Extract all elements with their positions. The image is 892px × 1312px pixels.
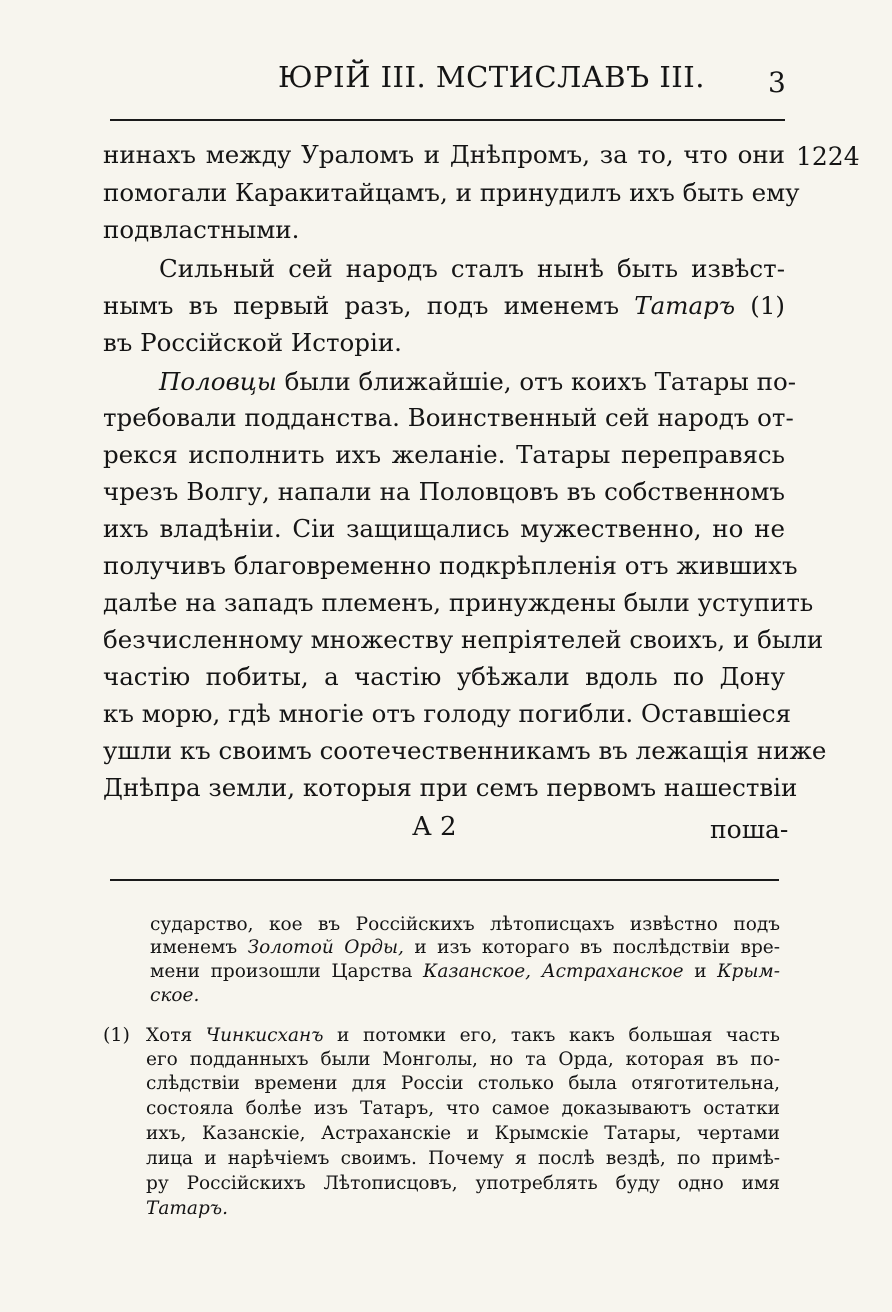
text-line bbox=[103, 291, 785, 321]
text-span: мени произошли Царства bbox=[150, 961, 413, 982]
italic-word: Татаръ bbox=[634, 291, 736, 320]
footnote-line bbox=[150, 936, 780, 959]
text-span: и bbox=[694, 961, 707, 982]
footnote-ref: (1) bbox=[750, 291, 785, 320]
italic-word: Казанское, bbox=[423, 961, 532, 982]
text-line: Сильный сей народъ сталъ нынѣ быть извѣст- bbox=[159, 254, 785, 283]
text-line: ушли къ своимъ соотечественникамъ въ лежащія ниже bbox=[103, 736, 827, 765]
running-title: ЮРІЙ III. МСТИСЛАВЪ III. bbox=[278, 60, 705, 94]
italic-word: Астраханское bbox=[541, 961, 684, 982]
footnote-line: ское. bbox=[150, 985, 200, 1006]
footnote-line bbox=[146, 1024, 780, 1047]
page-number: 3 bbox=[768, 66, 786, 99]
footnote-line: слѣдствіи времени для Россіи столько была отяготительна, bbox=[146, 1073, 780, 1094]
text-line: рекся исполнить ихъ желаніе. Татары переправясь bbox=[103, 440, 785, 469]
footnote-line bbox=[150, 960, 780, 983]
text-span: и изъ котораго въ послѣдствіи вре- bbox=[414, 937, 780, 958]
text-line: ихъ владѣніи. Сіи защищались мужественно, но не bbox=[103, 514, 785, 543]
italic-word: Крым- bbox=[717, 961, 780, 982]
footnote-line: сударство, кое въ Россійскихъ лѣтописцахъ извѣстно подъ bbox=[150, 914, 780, 935]
text-span: и потомки его, такъ какъ большая часть bbox=[337, 1025, 780, 1046]
footnote-mark: (1) bbox=[103, 1024, 130, 1046]
footnote-line: ру Россійскихъ Лѣтописцовъ, употреблять буду одно имя bbox=[146, 1173, 780, 1194]
text-line: чрезъ Волгу, напали на Половцовъ въ собственномъ bbox=[103, 477, 785, 506]
footnote-rule bbox=[110, 879, 779, 881]
footnote-line: состояла болѣе изъ Татаръ, что самое доказываютъ остатки bbox=[146, 1098, 780, 1119]
text-span: были ближайшіе, отъ коихъ Татары по- bbox=[284, 367, 797, 396]
text-span: нымъ въ первый разъ, подъ именемъ bbox=[103, 291, 620, 320]
italic-word: Чинкисханъ bbox=[205, 1025, 324, 1046]
catchword: поша- bbox=[710, 815, 789, 844]
italic-word: Половцы bbox=[159, 367, 277, 396]
text-line: требовали подданства. Воинственный сей народъ от- bbox=[103, 403, 794, 432]
text-line: далѣе на западъ племенъ, принуждены были уступить bbox=[103, 588, 814, 617]
text-line: нинахъ между Ураломъ и Днѣпромъ, за то, что они bbox=[103, 140, 785, 169]
footnote-line: лица и нарѣчіемъ своимъ. Почему я послѣ вездѣ, по примѣ- bbox=[146, 1148, 780, 1169]
text-span: Хотя bbox=[146, 1025, 193, 1046]
signature-mark: А 2 bbox=[412, 812, 457, 842]
text-line: безчисленному множеству непріятелей своихъ, и были bbox=[103, 625, 824, 654]
text-line: частію побиты, а частію убѣжали вдоль по Дону bbox=[103, 662, 785, 691]
footnote-line: ихъ, Казанскіе, Астраханскіе и Крымскіе Татары, чертами bbox=[146, 1123, 780, 1144]
header-rule bbox=[110, 119, 785, 121]
text-line: въ Россійской Исторіи. bbox=[103, 328, 402, 357]
footnote-line: Татаръ. bbox=[146, 1198, 228, 1219]
footnote-line: его подданныхъ были Монголы, но та Орда, которая въ по- bbox=[146, 1049, 780, 1070]
text-line: Днѣпра земли, которыя при семъ первомъ нашествіи bbox=[103, 773, 798, 802]
text-line: къ морю, гдѣ многіе отъ голоду погибли. Оставшіеся bbox=[103, 699, 792, 728]
italic-word: Золотой Орды, bbox=[247, 937, 404, 958]
text-line: подвластными. bbox=[103, 215, 300, 244]
text-line bbox=[103, 367, 797, 397]
margin-year-note: 1224 bbox=[796, 142, 860, 171]
text-line: помогали Каракитайцамъ, и принудилъ ихъ быть ему bbox=[103, 178, 800, 207]
text-line: получивъ благовременно подкрѣпленія отъ жившихъ bbox=[103, 551, 798, 580]
text-span: именемъ bbox=[150, 937, 238, 958]
